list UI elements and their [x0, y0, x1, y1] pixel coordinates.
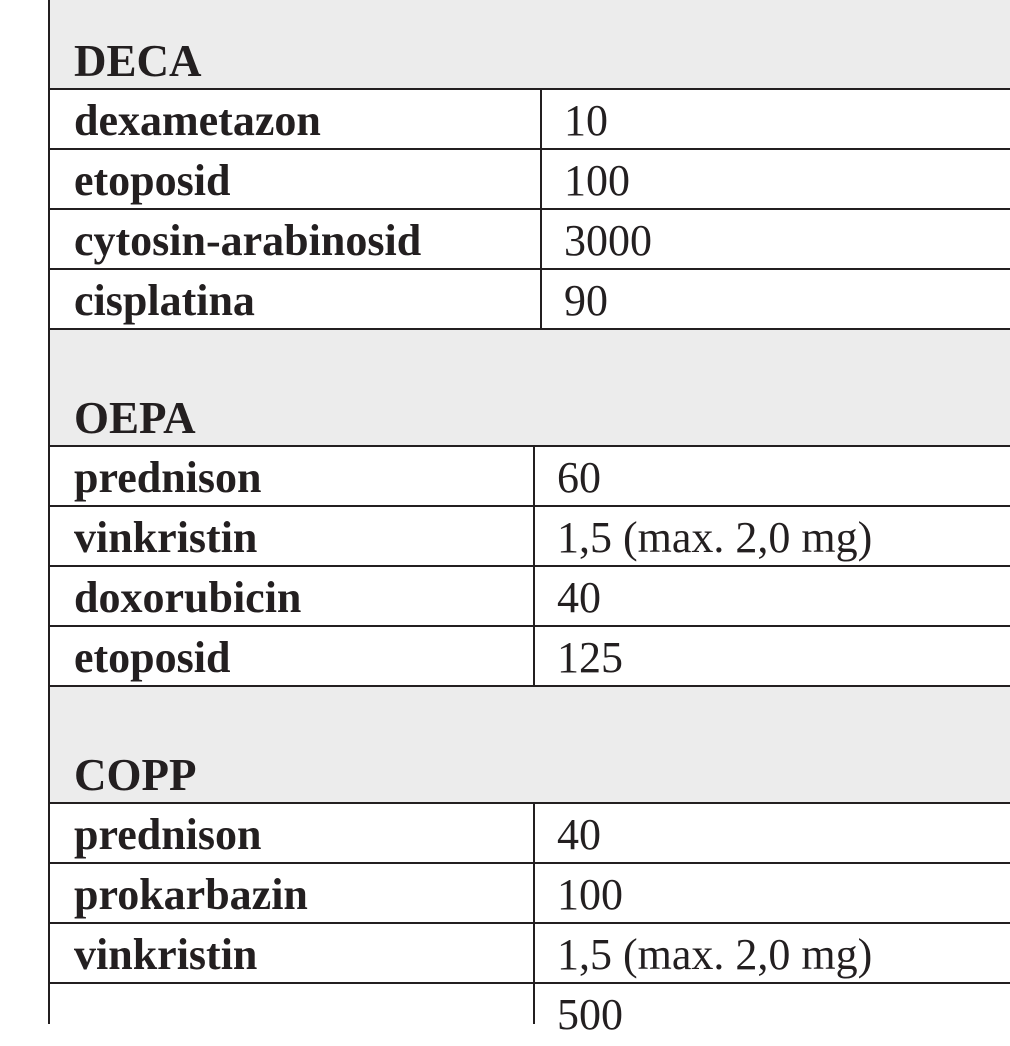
table-row [50, 150, 1010, 210]
drug-name: cisplatina [74, 276, 255, 325]
table-row [50, 567, 1010, 627]
dose-value: 90 [540, 270, 608, 328]
dose-value: 10 [540, 90, 608, 148]
section-header-copp [50, 687, 1010, 804]
drug-name: cytosin-arabinosid [74, 216, 422, 265]
drug-name: vinkristin [74, 930, 258, 979]
table-row [50, 90, 1010, 150]
section-title: COPP [74, 750, 197, 800]
drug-name: dexametazon [74, 96, 321, 145]
drug-name: etoposid [74, 156, 231, 205]
section-title: DECA [74, 36, 202, 86]
dose-value: 100 [533, 864, 623, 922]
drug-name: prokarbazin [74, 870, 308, 919]
table-row [50, 507, 1010, 567]
drug-name: prednison [74, 453, 262, 502]
table-row [50, 984, 1010, 1039]
dose-value: 1,5 (max. 2,0 mg) [533, 507, 872, 565]
dose-value: 1,5 (max. 2,0 mg) [533, 924, 872, 982]
dose-value: 40 [533, 567, 601, 625]
table-row [50, 210, 1010, 270]
table-row [50, 627, 1010, 687]
regimen-table [48, 0, 1010, 1039]
drug-name: prednison [74, 810, 262, 859]
drug-name: vinkristin [74, 513, 258, 562]
section-title: OEPA [74, 393, 196, 443]
dose-value: 3000 [540, 210, 652, 268]
table-row [50, 447, 1010, 507]
dose-value: 100 [540, 150, 630, 208]
table-row [50, 924, 1010, 984]
dose-value: 500 [533, 984, 623, 1024]
drug-name: doxorubicin [74, 573, 302, 622]
section-header-deca [50, 0, 1010, 90]
table-row [50, 864, 1010, 924]
dose-value: 125 [533, 627, 623, 685]
drug-name: etoposid [74, 633, 231, 682]
table-row [50, 270, 1010, 330]
section-header-oepa [50, 330, 1010, 447]
dose-value: 60 [533, 447, 601, 505]
dose-value: 40 [533, 804, 601, 862]
table-row [50, 804, 1010, 864]
